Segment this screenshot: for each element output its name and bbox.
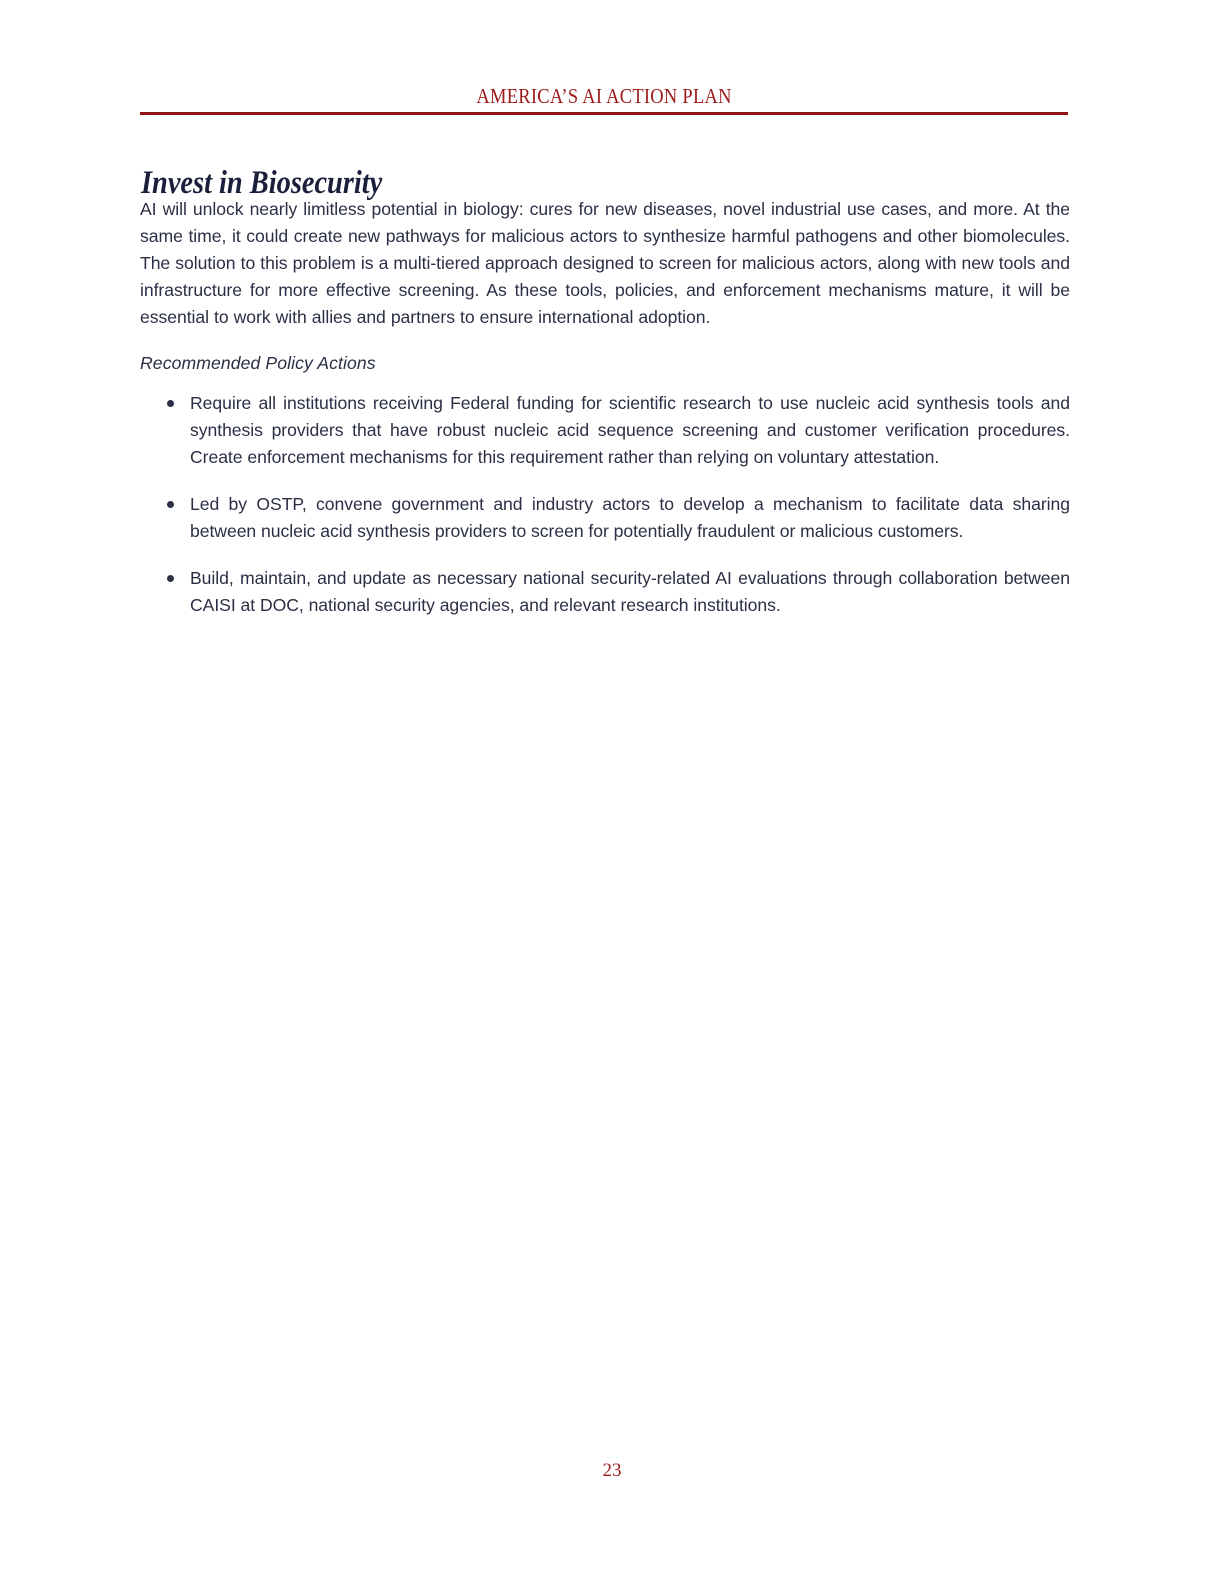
list-item (140, 565, 1070, 619)
section-title: Invest in Biosecurity (141, 165, 383, 202)
bullet-icon (167, 575, 174, 582)
page-number: 23 (602, 1460, 622, 1481)
bullet-icon (167, 501, 174, 508)
running-header (140, 84, 1068, 109)
policy-actions-list (140, 390, 1070, 619)
header-divider-rule (140, 112, 1068, 115)
intro-paragraph: AI will unlock nearly limitless potential in biology: cures for new diseases, novel industrial use cases, and more. At the same time, it could create new pathways for malicious actors to synthesize harmful pathogens and other biomolecules. The solution to this problem is a multi-tiered approach designed to screen for malicious actors, along with new tools and infrastructure for more effective screening. As these tools, policies, and enforcement mechanisms mature, it will be essential to work with allies and partners to ensure international adoption. (140, 199, 1070, 327)
recommended-policy-actions-heading: Recommended Policy Actions (140, 353, 376, 373)
list-item-text: Build, maintain, and update as necessary national security-related AI evaluations through collaboration between CAISI at DOC, national security agencies, and relevant research institutions. (190, 568, 1070, 615)
list-item-text: Require all institutions receiving Federal funding for scientific research to use nucleic acid synthesis tools and synthesis providers that have robust nucleic acid sequence screening and customer verification procedures. Create enforcement mechanisms for this requirement rather than relying on voluntary attestation. (190, 393, 1070, 467)
page-content (140, 196, 1070, 619)
running-header-text: AMERICA’S AI ACTION PLAN (476, 84, 732, 108)
bullet-icon (167, 400, 174, 407)
list-item (140, 491, 1070, 545)
list-item-text: Led by OSTP, convene government and industry actors to develop a mechanism to facilitate data sharing between nucleic acid synthesis providers to screen for potentially fraudulent or malicious customers. (190, 494, 1070, 541)
list-item (140, 390, 1070, 471)
